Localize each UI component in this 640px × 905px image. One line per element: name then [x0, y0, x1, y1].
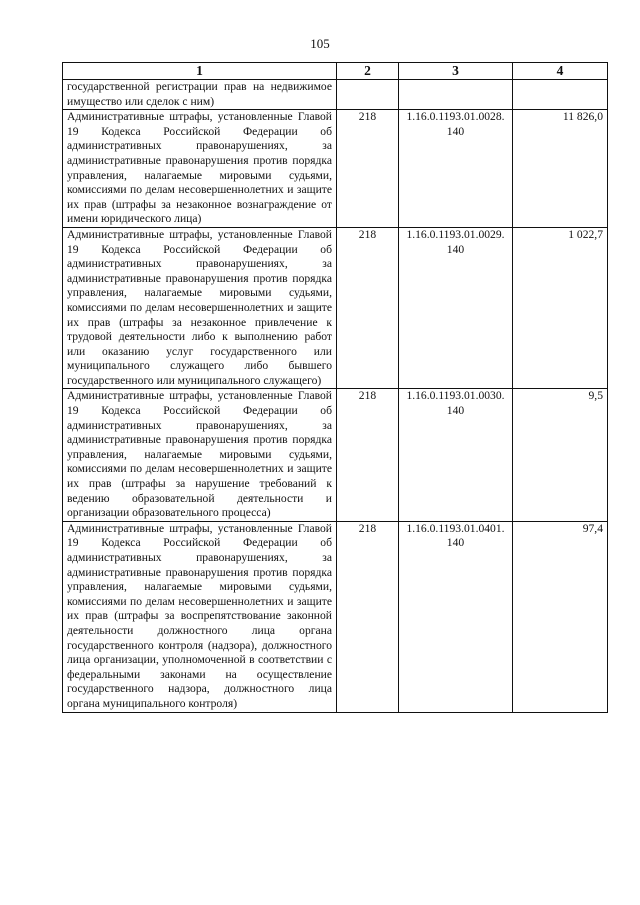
- budget-table: [62, 62, 608, 713]
- table-row: [63, 521, 608, 712]
- row-description: Административные штрафы, установленные Главой 19 Кодекса Российской Федерации об административных правонарушениях, за административные правонарушения против порядка управления, налагаемые мировыми судьями, комиссиями по делам несовершеннолетних и защите их прав (штрафы за нарушение требований к ведению образовательной деятельности и организации образовательного процесса): [63, 389, 337, 521]
- row-amount: 11 826,0: [513, 110, 608, 228]
- row-description: государственной регистрации прав на недвижимое имущество или сделок с ним): [63, 80, 337, 110]
- row-classification-code: 1.16.0.1193.01.0030. 140: [399, 389, 513, 521]
- column-header: 2: [337, 63, 399, 80]
- table-row: [63, 389, 608, 521]
- row-description: Административные штрафы, установленные Главой 19 Кодекса Российской Федерации об административных правонарушениях, за административные правонарушения против порядка управления, налагаемые мировыми судьями, комиссиями по делам несовершеннолетних и защите их прав (штрафы за незаконное вознаграждение от имени юридического лица): [63, 110, 337, 228]
- table-row: [63, 110, 608, 228]
- row-description: Административные штрафы, установленные Главой 19 Кодекса Российской Федерации об административных правонарушениях, за административные правонарушения против порядка управления, налагаемые мировыми судьями, комиссиями по делам несовершеннолетних и защите их прав (штрафы за воспрепятствование законной деятельности должностного лица органа государственного контроля (надзора), должностного лица организации, уполномоченной в соответствии с федеральными законами на осуществление государственного надзора, должностного лица органа муниципального контроля): [63, 521, 337, 712]
- table-header-row: [63, 63, 608, 80]
- column-header: 1: [63, 63, 337, 80]
- row-admin-code: 218: [337, 521, 399, 712]
- row-amount: 9,5: [513, 389, 608, 521]
- page-number: 105: [310, 36, 330, 51]
- column-header: 4: [513, 63, 608, 80]
- row-description: Административные штрафы, установленные Главой 19 Кодекса Российской Федерации об административных правонарушениях, за административные правонарушения против порядка управления, налагаемые мировыми судьями, комиссиями по делам несовершеннолетних и защите их прав (штрафы за незаконное привлечение к трудовой деятельности либо к выполнению работ или оказанию услуг государственного или муниципального служащего либо бывшего государственного или муниципального служащего): [63, 227, 337, 389]
- row-classification-code: [399, 80, 513, 110]
- row-classification-code: 1.16.0.1193.01.0028. 140: [399, 110, 513, 228]
- table-row: [63, 80, 608, 110]
- row-admin-code: 218: [337, 110, 399, 228]
- row-classification-code: 1.16.0.1193.01.0401. 140: [399, 521, 513, 712]
- row-amount: 1 022,7: [513, 227, 608, 389]
- column-header: 3: [399, 63, 513, 80]
- row-admin-code: 218: [337, 389, 399, 521]
- row-classification-code: 1.16.0.1193.01.0029. 140: [399, 227, 513, 389]
- row-admin-code: [337, 80, 399, 110]
- row-amount: 97,4: [513, 521, 608, 712]
- row-admin-code: 218: [337, 227, 399, 389]
- table-row: [63, 227, 608, 389]
- row-amount: [513, 80, 608, 110]
